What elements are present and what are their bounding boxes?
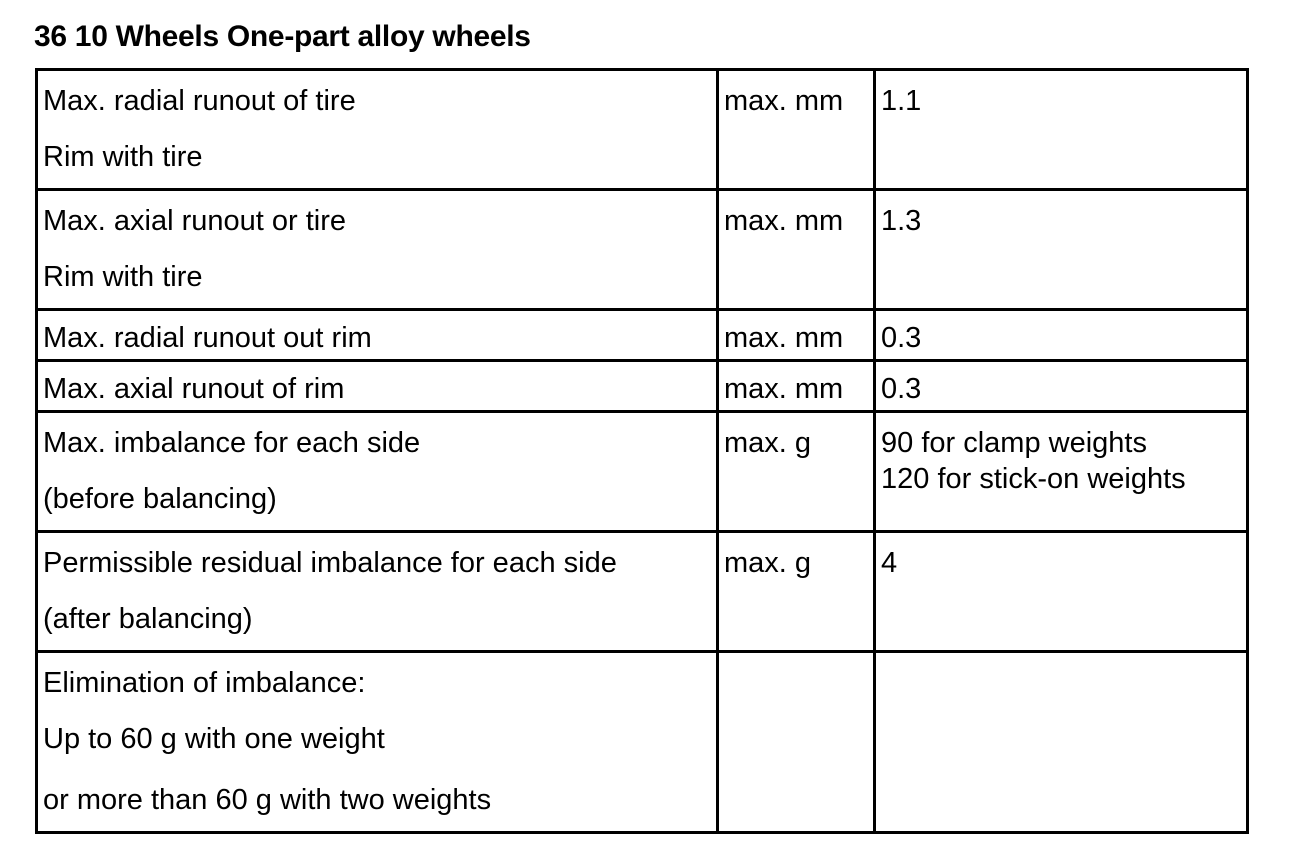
description-line: Max. radial runout of tire xyxy=(43,85,356,117)
description-line: Rim with tire xyxy=(43,141,203,173)
description-line: Max. imbalance for each side xyxy=(43,427,421,459)
description-line: Max. radial runout out rim xyxy=(43,322,372,354)
table-row xyxy=(37,412,1248,532)
table-row xyxy=(37,652,1248,833)
value-cell xyxy=(875,361,1248,412)
description-line: Permissible residual imbalance for each side xyxy=(43,547,617,579)
description-cell xyxy=(37,361,718,412)
table-row xyxy=(37,310,1248,361)
description-cell xyxy=(37,190,718,310)
value-text: 0.3 xyxy=(881,373,922,405)
unit-text: max. mm xyxy=(724,85,844,117)
value-cell xyxy=(875,532,1248,652)
description-line: Elimination of imbalance: xyxy=(43,667,366,699)
value-cell xyxy=(875,310,1248,361)
value-text: 1.1 xyxy=(881,85,922,117)
unit-text xyxy=(724,653,873,709)
table-row xyxy=(37,190,1248,310)
value-cell xyxy=(875,652,1248,833)
description-cell xyxy=(37,412,718,532)
unit-text: max. mm xyxy=(724,373,844,405)
unit-text: max. g xyxy=(724,547,812,579)
description-line: Max. axial runout or tire xyxy=(43,205,347,237)
description-line: (before balancing) xyxy=(43,483,277,515)
value-text: 4 xyxy=(881,547,898,579)
table-row xyxy=(37,361,1248,412)
unit-cell xyxy=(718,310,875,361)
table-row xyxy=(37,532,1248,652)
value-cell xyxy=(875,70,1248,190)
description-line: Rim with tire xyxy=(43,261,203,293)
page-title: 36 10 Wheels One-part alloy wheels xyxy=(34,20,531,53)
description-cell xyxy=(37,532,718,652)
description-cell xyxy=(37,652,718,833)
unit-cell xyxy=(718,412,875,532)
description-cell xyxy=(37,70,718,190)
description-line: Up to 60 g with one weight xyxy=(43,723,385,755)
unit-cell xyxy=(718,70,875,190)
description-line: (after balancing) xyxy=(43,603,253,635)
description-cell xyxy=(37,310,718,361)
unit-text: max. g xyxy=(724,427,812,459)
unit-cell xyxy=(718,652,875,833)
value-text: 0.3 xyxy=(881,322,922,354)
unit-text: max. mm xyxy=(724,322,844,354)
value-cell xyxy=(875,190,1248,310)
value-text: 120 for stick-on weights xyxy=(881,463,1186,495)
description-line: or more than 60 g with two weights xyxy=(43,784,492,816)
value-cell xyxy=(875,412,1248,532)
table-row xyxy=(37,70,1248,190)
description-line: Max. axial runout of rim xyxy=(43,373,345,405)
unit-cell xyxy=(718,361,875,412)
unit-cell xyxy=(718,190,875,310)
value-text: 90 for clamp weights xyxy=(881,427,1147,459)
specification-table xyxy=(35,68,1249,834)
unit-cell xyxy=(718,532,875,652)
unit-text: max. mm xyxy=(724,205,844,237)
value-text: 1.3 xyxy=(881,205,922,237)
